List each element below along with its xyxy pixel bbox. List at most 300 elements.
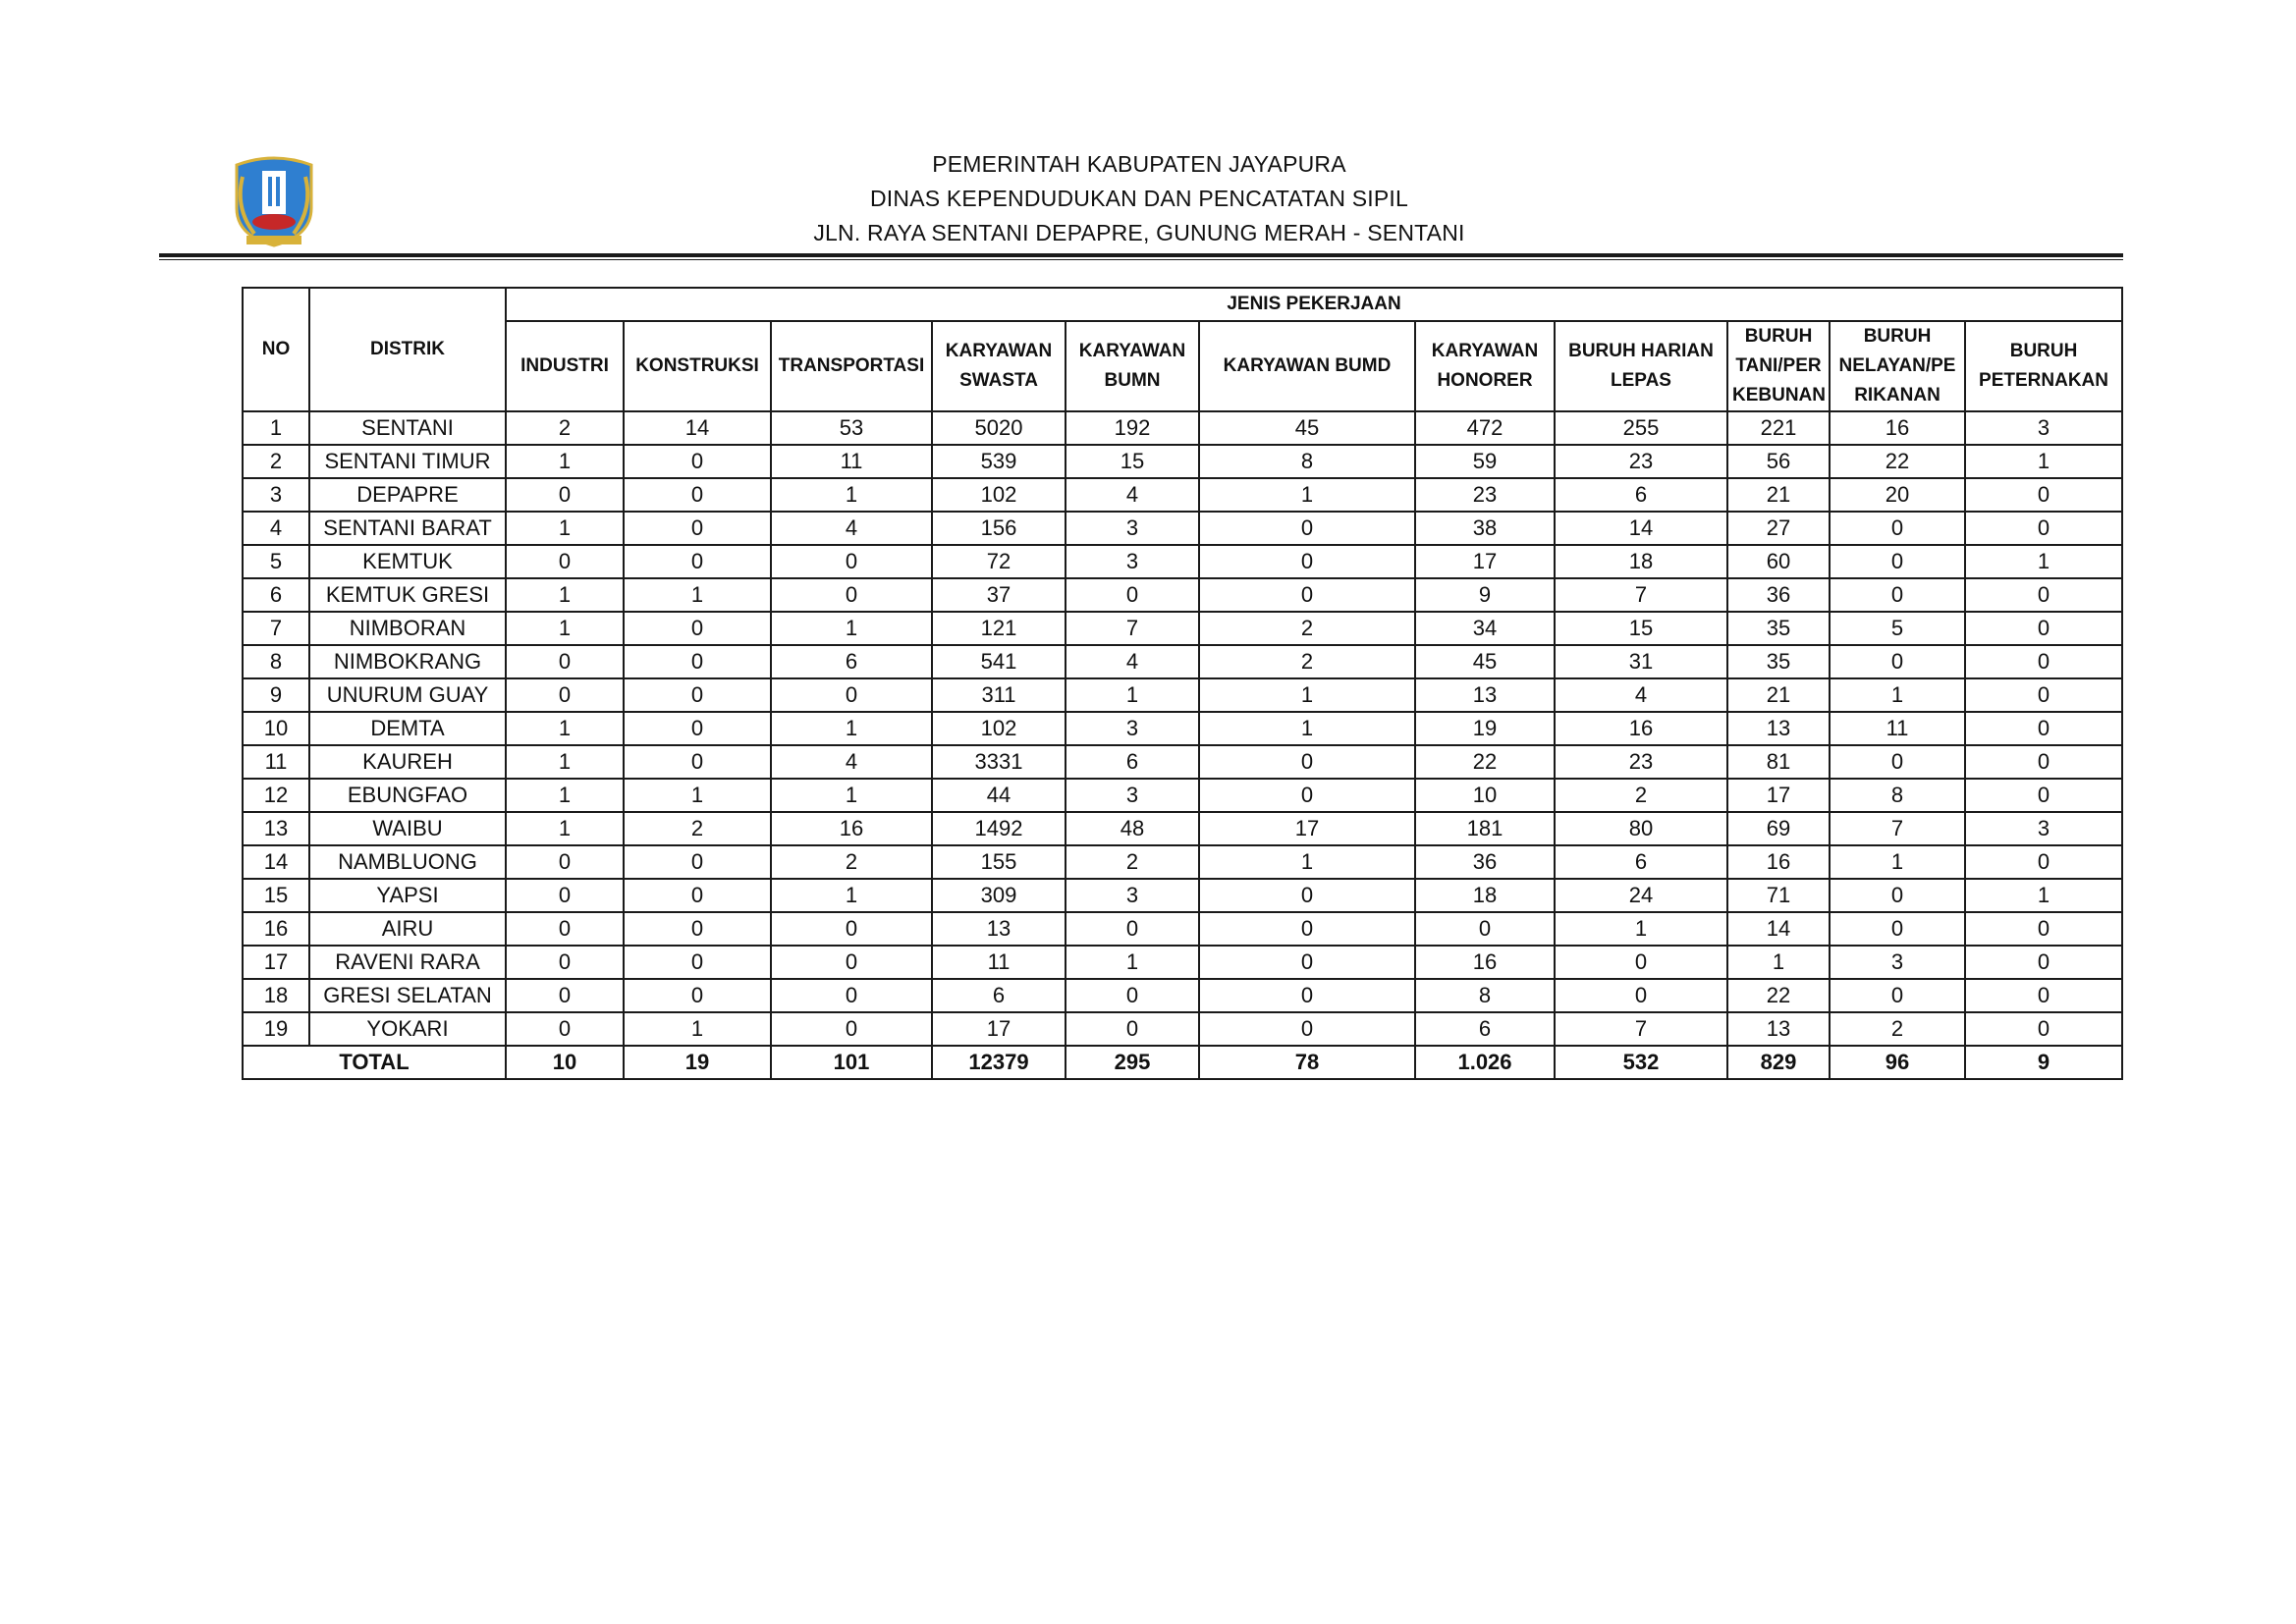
table-cell: 2 <box>1555 779 1727 812</box>
table-cell: 0 <box>506 545 624 578</box>
letterhead <box>550 147 1728 250</box>
table-cell: 19 <box>1415 712 1555 745</box>
table-cell: 0 <box>624 912 771 946</box>
table-cell: 6 <box>1066 745 1199 779</box>
table-cell: 13 <box>1727 1012 1830 1046</box>
table-cell: 1 <box>506 512 624 545</box>
table-cell: 48 <box>1066 812 1199 845</box>
col-header: KARYAWAN BUMD <box>1199 321 1415 411</box>
table-cell: 2 <box>624 812 771 845</box>
table-cell: 221 <box>1727 411 1830 445</box>
table-cell: 0 <box>506 912 624 946</box>
table-cell: 1492 <box>932 812 1066 845</box>
table-cell: 4 <box>771 745 932 779</box>
table-cell: 0 <box>506 979 624 1012</box>
district-name: GRESI SELATAN <box>309 979 506 1012</box>
table-cell: 0 <box>1965 512 2122 545</box>
table-cell: 5020 <box>932 411 1066 445</box>
table-row <box>243 478 2122 512</box>
district-name: AIRU <box>309 912 506 946</box>
table-cell: 16 <box>771 812 932 845</box>
table-cell: 0 <box>1415 912 1555 946</box>
header-row-columns <box>243 321 2122 411</box>
table-row <box>243 712 2122 745</box>
district-name: WAIBU <box>309 812 506 845</box>
table-cell: 6 <box>932 979 1066 1012</box>
table-cell: 0 <box>1830 512 1965 545</box>
table-cell: 2 <box>1199 612 1415 645</box>
table-cell: 0 <box>624 612 771 645</box>
table-cell: 0 <box>1199 1012 1415 1046</box>
table-cell: 1 <box>624 1012 771 1046</box>
header-department: DINAS KEPENDUDUKAN DAN PENCATATAN SIPIL <box>870 186 1408 211</box>
table-row <box>243 745 2122 779</box>
col-header: KARYAWAN SWASTA <box>932 321 1066 411</box>
table-cell: 3 <box>1066 545 1199 578</box>
table-cell: 11 <box>771 445 932 478</box>
table-cell: 0 <box>1965 845 2122 879</box>
district-name: KEMTUK <box>309 545 506 578</box>
table-cell: 0 <box>1199 946 1415 979</box>
table-cell: 0 <box>624 946 771 979</box>
table-cell: 35 <box>1727 612 1830 645</box>
table-cell: 0 <box>1199 745 1415 779</box>
table-cell: 0 <box>1066 979 1199 1012</box>
table-cell: 1 <box>1199 712 1415 745</box>
table-cell: 45 <box>1199 411 1415 445</box>
table-cell: 0 <box>1965 779 2122 812</box>
col-group-jenis-pekerjaan: JENIS PEKERJAAN <box>506 288 2122 321</box>
table-cell: 1 <box>1965 545 2122 578</box>
table-cell: 0 <box>771 1012 932 1046</box>
table-cell: 11 <box>932 946 1066 979</box>
table-cell: 22 <box>1727 979 1830 1012</box>
table-cell: 53 <box>771 411 932 445</box>
header-government: PEMERINTAH KABUPATEN JAYAPURA <box>932 151 1346 177</box>
table-cell: 1 <box>771 478 932 512</box>
table-cell: 4 <box>1555 678 1727 712</box>
table-cell: 0 <box>1199 879 1415 912</box>
table-cell: 0 <box>1199 912 1415 946</box>
table-cell: 2 <box>1830 1012 1965 1046</box>
table-cell: 23 <box>1415 478 1555 512</box>
table-cell: 2 <box>506 411 624 445</box>
district-name: UNURUM GUAY <box>309 678 506 712</box>
table-cell: 0 <box>1830 578 1965 612</box>
table-cell: 16 <box>1830 411 1965 445</box>
table-cell: 8 <box>1199 445 1415 478</box>
table-row <box>243 612 2122 645</box>
table-cell: 81 <box>1727 745 1830 779</box>
table-cell: 0 <box>506 678 624 712</box>
table-cell: 0 <box>1965 578 2122 612</box>
table-cell: 0 <box>1965 712 2122 745</box>
col-header: KONSTRUKSI <box>624 321 771 411</box>
table-cell: 45 <box>1415 645 1555 678</box>
table-cell: 21 <box>1727 678 1830 712</box>
col-header: BURUH NELAYAN/PE RIKANAN <box>1830 321 1965 411</box>
table-cell: 1 <box>771 879 932 912</box>
table-cell: 16 <box>1727 845 1830 879</box>
table-row <box>243 411 2122 445</box>
table-cell: 18 <box>1415 879 1555 912</box>
table-cell: 1 <box>1965 879 2122 912</box>
table-cell: 17 <box>1727 779 1830 812</box>
col-header: INDUSTRI <box>506 321 624 411</box>
table-cell: 0 <box>624 445 771 478</box>
header-row-group <box>243 288 2122 321</box>
table-cell: 1 <box>771 612 932 645</box>
table-cell: 3331 <box>932 745 1066 779</box>
row-number: 14 <box>243 845 309 879</box>
table-cell: 80 <box>1555 812 1727 845</box>
table-cell: 1 <box>1199 845 1415 879</box>
table-cell: 0 <box>624 845 771 879</box>
table-cell: 0 <box>506 1012 624 1046</box>
table-row <box>243 545 2122 578</box>
table-cell: 102 <box>932 712 1066 745</box>
table-cell: 7 <box>1066 612 1199 645</box>
total-cell: 295 <box>1066 1046 1199 1079</box>
table-cell: 1 <box>506 578 624 612</box>
table-cell: 1 <box>1066 946 1199 979</box>
table-cell: 472 <box>1415 411 1555 445</box>
table-cell: 0 <box>1199 979 1415 1012</box>
district-name: EBUNGFAO <box>309 779 506 812</box>
table-cell: 0 <box>1965 478 2122 512</box>
table-cell: 1 <box>506 812 624 845</box>
header-rule-thick <box>159 253 2123 257</box>
table-cell: 2 <box>771 845 932 879</box>
table-cell: 1 <box>1830 845 1965 879</box>
total-cell: 1.026 <box>1415 1046 1555 1079</box>
table-cell: 1 <box>771 779 932 812</box>
table-cell: 3 <box>1066 779 1199 812</box>
total-cell: 19 <box>624 1046 771 1079</box>
table-cell: 102 <box>932 478 1066 512</box>
table-cell: 10 <box>1415 779 1555 812</box>
total-cell: 96 <box>1830 1046 1965 1079</box>
table-cell: 38 <box>1415 512 1555 545</box>
table-cell: 0 <box>1199 578 1415 612</box>
table-cell: 0 <box>624 512 771 545</box>
table-cell: 27 <box>1727 512 1830 545</box>
table-cell: 0 <box>771 678 932 712</box>
total-cell: 9 <box>1965 1046 2122 1079</box>
table-cell: 16 <box>1415 946 1555 979</box>
col-header: BURUH PETERNAKAN <box>1965 321 2122 411</box>
table-cell: 71 <box>1727 879 1830 912</box>
table-cell: 60 <box>1727 545 1830 578</box>
table-cell: 0 <box>1965 979 2122 1012</box>
table-cell: 8 <box>1415 979 1555 1012</box>
table-row <box>243 445 2122 478</box>
table-row <box>243 1012 2122 1046</box>
table-row <box>243 979 2122 1012</box>
district-name: SENTANI <box>309 411 506 445</box>
table-cell: 0 <box>1965 946 2122 979</box>
table-row <box>243 812 2122 845</box>
table-cell: 8 <box>1830 779 1965 812</box>
table-cell: 69 <box>1727 812 1830 845</box>
table-cell: 0 <box>506 879 624 912</box>
row-number: 2 <box>243 445 309 478</box>
district-name: YAPSI <box>309 879 506 912</box>
table-cell: 5 <box>1830 612 1965 645</box>
table-row <box>243 845 2122 879</box>
table-cell: 1 <box>506 612 624 645</box>
row-number: 3 <box>243 478 309 512</box>
total-cell: 12379 <box>932 1046 1066 1079</box>
row-number: 15 <box>243 879 309 912</box>
table-cell: 14 <box>624 411 771 445</box>
district-name: YOKARI <box>309 1012 506 1046</box>
table-cell: 3 <box>1965 411 2122 445</box>
table-cell: 0 <box>771 946 932 979</box>
table-cell: 17 <box>1415 545 1555 578</box>
table-row <box>243 779 2122 812</box>
table-cell: 6 <box>771 645 932 678</box>
table-cell: 0 <box>1066 912 1199 946</box>
table-cell: 13 <box>932 912 1066 946</box>
table-cell: 1 <box>506 745 624 779</box>
table-cell: 0 <box>506 845 624 879</box>
table-cell: 3 <box>1066 712 1199 745</box>
table-cell: 0 <box>1199 512 1415 545</box>
table-cell: 37 <box>932 578 1066 612</box>
table-cell: 0 <box>1965 1012 2122 1046</box>
table-cell: 0 <box>771 912 932 946</box>
table-cell: 0 <box>624 478 771 512</box>
col-header-distrik: DISTRIK <box>309 288 506 411</box>
table-cell: 121 <box>932 612 1066 645</box>
table-cell: 0 <box>1830 879 1965 912</box>
district-name: KAUREH <box>309 745 506 779</box>
total-row <box>243 1046 2122 1079</box>
table-cell: 17 <box>932 1012 1066 1046</box>
header-address: JLN. RAYA SENTANI DEPAPRE, GUNUNG MERAH - SENTANI <box>813 220 1465 245</box>
table-cell: 0 <box>624 745 771 779</box>
table-cell: 11 <box>1830 712 1965 745</box>
occupation-table <box>242 287 2123 1080</box>
district-name: NAMBLUONG <box>309 845 506 879</box>
table-cell: 0 <box>506 478 624 512</box>
district-name: NIMBORAN <box>309 612 506 645</box>
row-number: 1 <box>243 411 309 445</box>
district-name: RAVENI RARA <box>309 946 506 979</box>
table-cell: 22 <box>1830 445 1965 478</box>
table-cell: 59 <box>1415 445 1555 478</box>
district-name: NIMBOKRANG <box>309 645 506 678</box>
col-header: KARYAWAN BUMN <box>1066 321 1199 411</box>
table-cell: 13 <box>1727 712 1830 745</box>
row-number: 10 <box>243 712 309 745</box>
table-cell: 0 <box>771 545 932 578</box>
district-name: SENTANI TIMUR <box>309 445 506 478</box>
table-cell: 1 <box>771 712 932 745</box>
table-row <box>243 645 2122 678</box>
table-cell: 0 <box>1830 745 1965 779</box>
table-cell: 0 <box>1965 678 2122 712</box>
table-cell: 309 <box>932 879 1066 912</box>
table-cell: 15 <box>1066 445 1199 478</box>
table-cell: 1 <box>1066 678 1199 712</box>
jayapura-emblem-icon <box>224 149 324 251</box>
table-cell: 1 <box>506 779 624 812</box>
table-cell: 6 <box>1555 478 1727 512</box>
table-cell: 0 <box>624 712 771 745</box>
table-cell: 34 <box>1415 612 1555 645</box>
row-number: 5 <box>243 545 309 578</box>
table-cell: 72 <box>932 545 1066 578</box>
row-number: 4 <box>243 512 309 545</box>
row-number: 9 <box>243 678 309 712</box>
district-name: SENTANI BARAT <box>309 512 506 545</box>
table-cell: 36 <box>1727 578 1830 612</box>
col-header: TRANSPORTASI <box>771 321 932 411</box>
table-cell: 0 <box>506 946 624 979</box>
table-body <box>243 411 2122 1079</box>
row-number: 16 <box>243 912 309 946</box>
table-cell: 7 <box>1555 1012 1727 1046</box>
table-row <box>243 512 2122 545</box>
col-header: KARYAWAN HONORER <box>1415 321 1555 411</box>
table-cell: 1 <box>1965 445 2122 478</box>
row-number: 13 <box>243 812 309 845</box>
table-cell: 56 <box>1727 445 1830 478</box>
table-cell: 7 <box>1555 578 1727 612</box>
table-row <box>243 578 2122 612</box>
table-cell: 14 <box>1727 912 1830 946</box>
table-cell: 1 <box>1830 678 1965 712</box>
table-cell: 4 <box>1066 645 1199 678</box>
table-cell: 7 <box>1830 812 1965 845</box>
table-cell: 20 <box>1830 478 1965 512</box>
table-cell: 1 <box>506 445 624 478</box>
table-cell: 3 <box>1830 946 1965 979</box>
table-cell: 1 <box>1727 946 1830 979</box>
table-cell: 1 <box>624 578 771 612</box>
table-cell: 192 <box>1066 411 1199 445</box>
total-cell: 829 <box>1727 1046 1830 1079</box>
table-cell: 0 <box>1830 979 1965 1012</box>
table-cell: 21 <box>1727 478 1830 512</box>
table-cell: 1 <box>506 712 624 745</box>
table-cell: 0 <box>771 979 932 1012</box>
table-cell: 0 <box>624 879 771 912</box>
table-cell: 539 <box>932 445 1066 478</box>
table-cell: 311 <box>932 678 1066 712</box>
table-cell: 0 <box>1066 578 1199 612</box>
table-cell: 36 <box>1415 845 1555 879</box>
header-rule-thin <box>159 259 2123 260</box>
table-cell: 15 <box>1555 612 1727 645</box>
table-cell: 156 <box>932 512 1066 545</box>
table-cell: 3 <box>1965 812 2122 845</box>
table-cell: 6 <box>1555 845 1727 879</box>
table-cell: 31 <box>1555 645 1727 678</box>
total-cell: 10 <box>506 1046 624 1079</box>
table-cell: 23 <box>1555 745 1727 779</box>
table-cell: 13 <box>1415 678 1555 712</box>
table-cell: 14 <box>1555 512 1727 545</box>
table-cell: 0 <box>624 545 771 578</box>
table-cell: 0 <box>1830 645 1965 678</box>
table-cell: 0 <box>624 678 771 712</box>
table-cell: 0 <box>1555 979 1727 1012</box>
table-cell: 2 <box>1066 845 1199 879</box>
table-row <box>243 912 2122 946</box>
row-number: 19 <box>243 1012 309 1046</box>
table-cell: 0 <box>1555 946 1727 979</box>
row-number: 11 <box>243 745 309 779</box>
total-cell: 101 <box>771 1046 932 1079</box>
table-cell: 9 <box>1415 578 1555 612</box>
table-cell: 1 <box>1199 478 1415 512</box>
table-cell: 0 <box>506 645 624 678</box>
table-cell: 0 <box>1199 545 1415 578</box>
row-number: 6 <box>243 578 309 612</box>
table-cell: 1 <box>624 779 771 812</box>
district-name: KEMTUK GRESI <box>309 578 506 612</box>
table-cell: 155 <box>932 845 1066 879</box>
table-cell: 23 <box>1555 445 1727 478</box>
table-row <box>243 946 2122 979</box>
table-cell: 18 <box>1555 545 1727 578</box>
total-label: TOTAL <box>243 1046 506 1079</box>
table-cell: 4 <box>771 512 932 545</box>
col-header: BURUH TANI/PER KEBUNAN <box>1727 321 1830 411</box>
table-row <box>243 879 2122 912</box>
row-number: 12 <box>243 779 309 812</box>
total-cell: 532 <box>1555 1046 1727 1079</box>
row-number: 7 <box>243 612 309 645</box>
table-cell: 1 <box>1555 912 1727 946</box>
table-cell: 24 <box>1555 879 1727 912</box>
table-cell: 541 <box>932 645 1066 678</box>
table-cell: 0 <box>1830 545 1965 578</box>
col-header-no: NO <box>243 288 309 411</box>
table-cell: 2 <box>1199 645 1415 678</box>
table-cell: 0 <box>624 979 771 1012</box>
district-name: DEMTA <box>309 712 506 745</box>
table-cell: 0 <box>1965 645 2122 678</box>
table-cell: 0 <box>1965 612 2122 645</box>
table-cell: 0 <box>1199 779 1415 812</box>
table-cell: 35 <box>1727 645 1830 678</box>
table-cell: 0 <box>771 578 932 612</box>
table-cell: 22 <box>1415 745 1555 779</box>
row-number: 8 <box>243 645 309 678</box>
table-cell: 3 <box>1066 512 1199 545</box>
table-cell: 0 <box>624 645 771 678</box>
table-cell: 3 <box>1066 879 1199 912</box>
table-cell: 255 <box>1555 411 1727 445</box>
district-name: DEPAPRE <box>309 478 506 512</box>
total-cell: 78 <box>1199 1046 1415 1079</box>
table-cell: 6 <box>1415 1012 1555 1046</box>
table-row <box>243 678 2122 712</box>
table-cell: 0 <box>1830 912 1965 946</box>
table-cell: 4 <box>1066 478 1199 512</box>
col-header: BURUH HARIAN LEPAS <box>1555 321 1727 411</box>
table-cell: 181 <box>1415 812 1555 845</box>
table-cell: 16 <box>1555 712 1727 745</box>
table-cell: 17 <box>1199 812 1415 845</box>
table-cell: 0 <box>1965 912 2122 946</box>
table-cell: 0 <box>1066 1012 1199 1046</box>
table-cell: 0 <box>1965 745 2122 779</box>
